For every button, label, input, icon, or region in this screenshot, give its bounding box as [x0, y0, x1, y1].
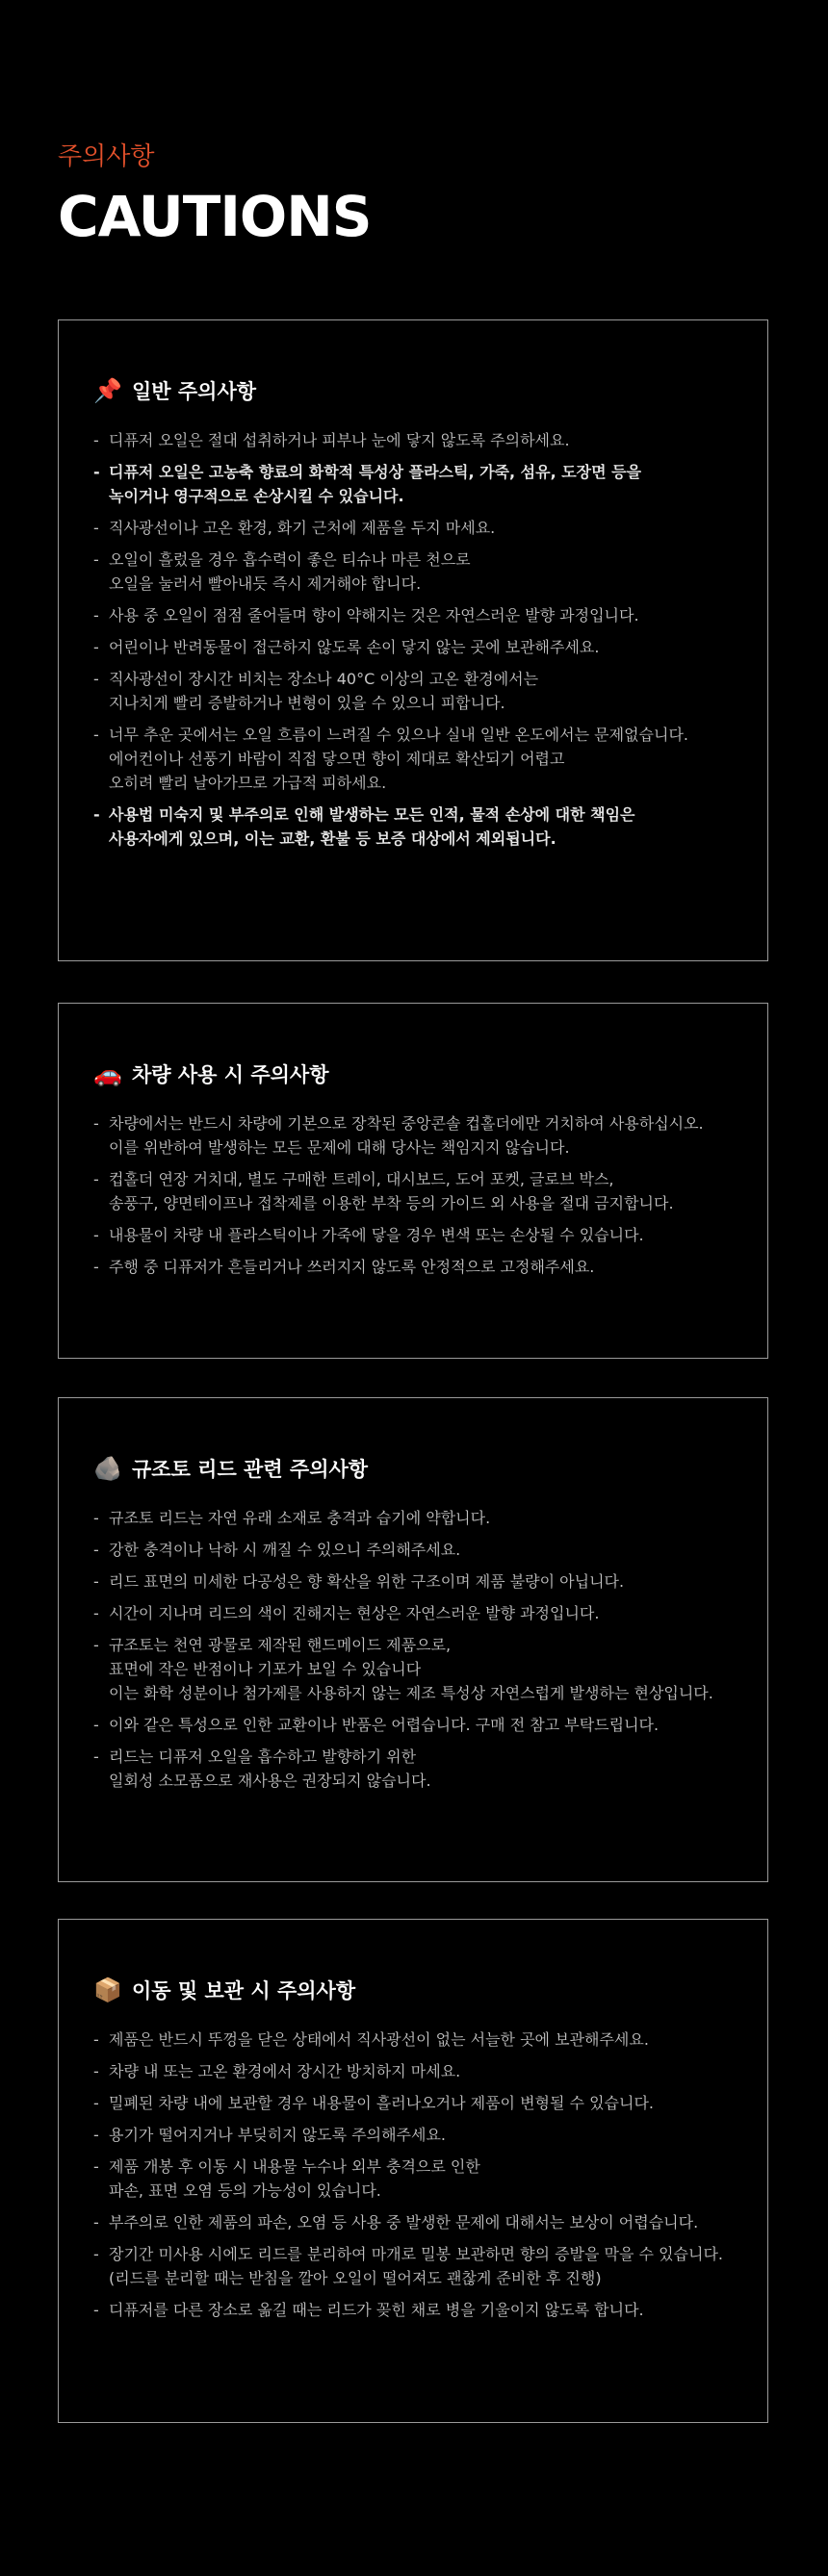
page-subtitle: 주의사항 [58, 142, 155, 171]
caution-list [93, 428, 731, 851]
caution-item-line: - 시간이 지나며 리드의 색이 진해지는 현상은 자연스러운 발향 과정입니다. [109, 1604, 600, 1622]
caution-item-line: 일회성 소모품으로 재사용은 권장되지 않습니다. [109, 1772, 431, 1790]
caution-item-line: - 내용물이 차량 내 플라스틱이나 가죽에 닿을 경우 변색 또는 손상될 수 있습니다. [109, 1226, 644, 1244]
caution-item [93, 2091, 731, 2115]
caution-item-line: 녹이거나 영구적으로 손상시킬 수 있습니다. [109, 487, 404, 505]
caution-item [93, 460, 731, 508]
caution-box-vehicle [58, 1003, 768, 1359]
caution-item-line: - 리드는 디퓨저 오일을 흡수하고 발향하기 위한 [109, 1747, 417, 1766]
caution-item [93, 1569, 731, 1594]
caution-item-line: - 사용법 미숙지 및 부주의로 인해 발생하는 모든 인적, 물적 손상에 대한 책임은 [109, 805, 635, 824]
caution-item-line: - 차량 내 또는 고온 환경에서 장시간 방치하지 마세요. [109, 2062, 461, 2080]
caution-item-line: 송풍구, 양면테이프나 접착제를 이용한 부착 등의 가이드 외 사용을 절대 금지합니다. [109, 1194, 674, 1212]
caution-item [93, 2298, 731, 2322]
caution-item [93, 603, 731, 627]
caution-item-line: 표면에 작은 반점이나 기포가 보일 수 있습니다 [109, 1660, 422, 1678]
caution-item [93, 2210, 731, 2234]
section-title [93, 374, 731, 407]
caution-item-line: 에어컨이나 선풍기 바람이 직접 닿으면 향이 제대로 확산되기 어렵고 [109, 750, 565, 768]
caution-item-line: - 직사광선이나 고온 환경, 화기 근처에 제품을 두지 마세요. [109, 519, 496, 537]
caution-item [93, 548, 731, 596]
section-title-text: 일반 주의사항 [132, 380, 257, 403]
caution-item [93, 2123, 731, 2147]
caution-item [93, 1601, 731, 1625]
caution-item-line: - 제품 개봉 후 이동 시 내용물 누수나 외부 충격으로 인한 [109, 2157, 480, 2176]
caution-item-line: - 오일이 흘렀을 경우 흡수력이 좋은 티슈나 마른 천으로 [109, 550, 471, 569]
page-title: CAUTIONS [58, 184, 372, 249]
caution-item-line: - 어린이나 반려동물이 접근하지 않도록 손이 닿지 않는 곳에 보관해주세요. [109, 638, 600, 656]
caution-item-line: (리드를 분리할 때는 받침을 깔아 오일이 떨어져도 괜찮게 준비한 후 진행) [109, 2269, 602, 2287]
caution-item [93, 1506, 731, 1530]
caution-item [93, 1111, 731, 1160]
caution-item-line: - 디퓨저 오일은 고농축 향료의 화학적 특성상 플라스틱, 가죽, 섬유, 도장면 등을 [109, 463, 642, 481]
caution-item-line: - 용기가 떨어지거나 부딪히지 않도록 주의해주세요. [109, 2126, 447, 2144]
package-icon: 📦 [93, 1977, 122, 2003]
caution-item [93, 1223, 731, 1247]
caution-box-general [58, 319, 768, 961]
caution-item-line: - 이와 같은 특성으로 인한 교환이나 반품은 어렵습니다. 구매 전 참고 부탁드립니다. [109, 1716, 660, 1734]
caution-item-line: 지나치게 빨리 증발하거나 변형이 있을 수 있으니 피합니다. [109, 694, 505, 712]
caution-item-line: - 장기간 미사용 시에도 리드를 분리하여 마개로 밀봉 보관하면 향의 증발을 막을 수 있습니다. [109, 2245, 723, 2263]
section-title [93, 1974, 731, 2006]
caution-item-line: 파손, 표면 오염 등의 가능성이 있습니다. [109, 2181, 381, 2200]
caution-item-line: - 규조토 리드는 자연 유래 소재로 충격과 습기에 약합니다. [109, 1509, 491, 1527]
caution-item-line: - 주행 중 디퓨저가 흔들리거나 쓰러지지 않도록 안정적으로 고정해주세요. [109, 1258, 595, 1276]
caution-item-line: 오일을 눌러서 빨아내듯 즉시 제거해야 합니다. [109, 574, 422, 593]
section-title-text: 규조토 리드 관련 주의사항 [132, 1458, 369, 1481]
caution-item-line: - 차량에서는 반드시 차량에 기본으로 장착된 중앙콘솔 컵홀더에만 거치하여 사용하십시오. [109, 1114, 704, 1133]
caution-item [93, 1633, 731, 1705]
caution-box-diatomite-reed [58, 1397, 768, 1882]
section-title-text: 차량 사용 시 주의사항 [132, 1063, 329, 1086]
caution-item-line: - 규조토는 천연 광물로 제작된 핸드메이드 제품으로, [109, 1636, 452, 1654]
caution-item [93, 2242, 731, 2290]
section-title [93, 1452, 731, 1485]
caution-item-line: - 직사광선이 장시간 비치는 장소나 40°C 이상의 고온 환경에서는 [109, 670, 539, 688]
caution-item-line: - 밀폐된 차량 내에 보관할 경우 내용물이 흘러나오거나 제품이 변형될 수 있습니다. [109, 2094, 654, 2112]
caution-item [93, 2059, 731, 2083]
caution-item [93, 723, 731, 795]
caution-item [93, 428, 731, 452]
caution-item-line: - 너무 추운 곳에서는 오일 흐름이 느려질 수 있으나 실내 일반 온도에서는 문제없습니다. [109, 726, 688, 744]
caution-item-line: - 사용 중 오일이 점점 줄어들며 향이 약해지는 것은 자연스러운 발향 과정입니다. [109, 606, 639, 625]
caution-item [93, 2028, 731, 2052]
pushpin-icon: 📌 [93, 377, 122, 404]
page-header [58, 142, 372, 249]
caution-item-line: - 컵홀더 연장 거치대, 별도 구매한 트레이, 대시보드, 도어 포켓, 글로브 박스, [109, 1170, 614, 1188]
caution-item [93, 667, 731, 715]
caution-item-line: 사용자에게 있으며, 이는 교환, 환불 등 보증 대상에서 제외됩니다. [109, 829, 556, 848]
caution-item [93, 516, 731, 540]
caution-item-line: - 디퓨저 오일은 절대 섭취하거나 피부나 눈에 닿지 않도록 주의하세요. [109, 431, 570, 449]
caution-item-line: - 디퓨저를 다른 장소로 옮길 때는 리드가 꽂힌 채로 병을 기울이지 않도록 합니다. [109, 2301, 644, 2319]
caution-item-line: 이를 위반하여 발생하는 모든 문제에 대해 당사는 책임지지 않습니다. [109, 1138, 570, 1157]
caution-item-line: - 강한 충격이나 낙하 시 깨질 수 있으니 주의해주세요. [109, 1541, 461, 1559]
caution-item [93, 1538, 731, 1562]
caution-list [93, 1506, 731, 1793]
caution-item [93, 803, 731, 851]
car-icon: 🚗 [93, 1060, 122, 1087]
caution-item [93, 1167, 731, 1215]
rock-icon: 🪨 [93, 1455, 122, 1482]
caution-list [93, 2028, 731, 2322]
caution-item [93, 1255, 731, 1279]
caution-item [93, 1713, 731, 1737]
caution-item-line: 이는 화학 성분이나 첨가제를 사용하지 않는 제조 특성상 자연스럽게 발생하는 현상입니다. [109, 1684, 713, 1702]
caution-item-line: - 제품은 반드시 뚜껑을 닫은 상태에서 직사광선이 없는 서늘한 곳에 보관해주세요. [109, 2030, 649, 2049]
caution-item-line: - 리드 표면의 미세한 다공성은 향 확산을 위한 구조이며 제품 불량이 아닙니다. [109, 1572, 625, 1591]
caution-item-line: 오히려 빨리 날아가므로 가급적 피하세요. [109, 774, 387, 792]
caution-item-line: - 부주의로 인한 제품의 파손, 오염 등 사용 중 발생한 문제에 대해서는 보상이 어렵습니다. [109, 2213, 699, 2232]
caution-item [93, 635, 731, 659]
caution-item [93, 1745, 731, 1793]
caution-item [93, 2155, 731, 2203]
caution-box-transport-storage [58, 1919, 768, 2423]
caution-list [93, 1111, 731, 1279]
section-title-text: 이동 및 보관 시 주의사항 [132, 1979, 356, 2002]
section-title [93, 1058, 731, 1090]
